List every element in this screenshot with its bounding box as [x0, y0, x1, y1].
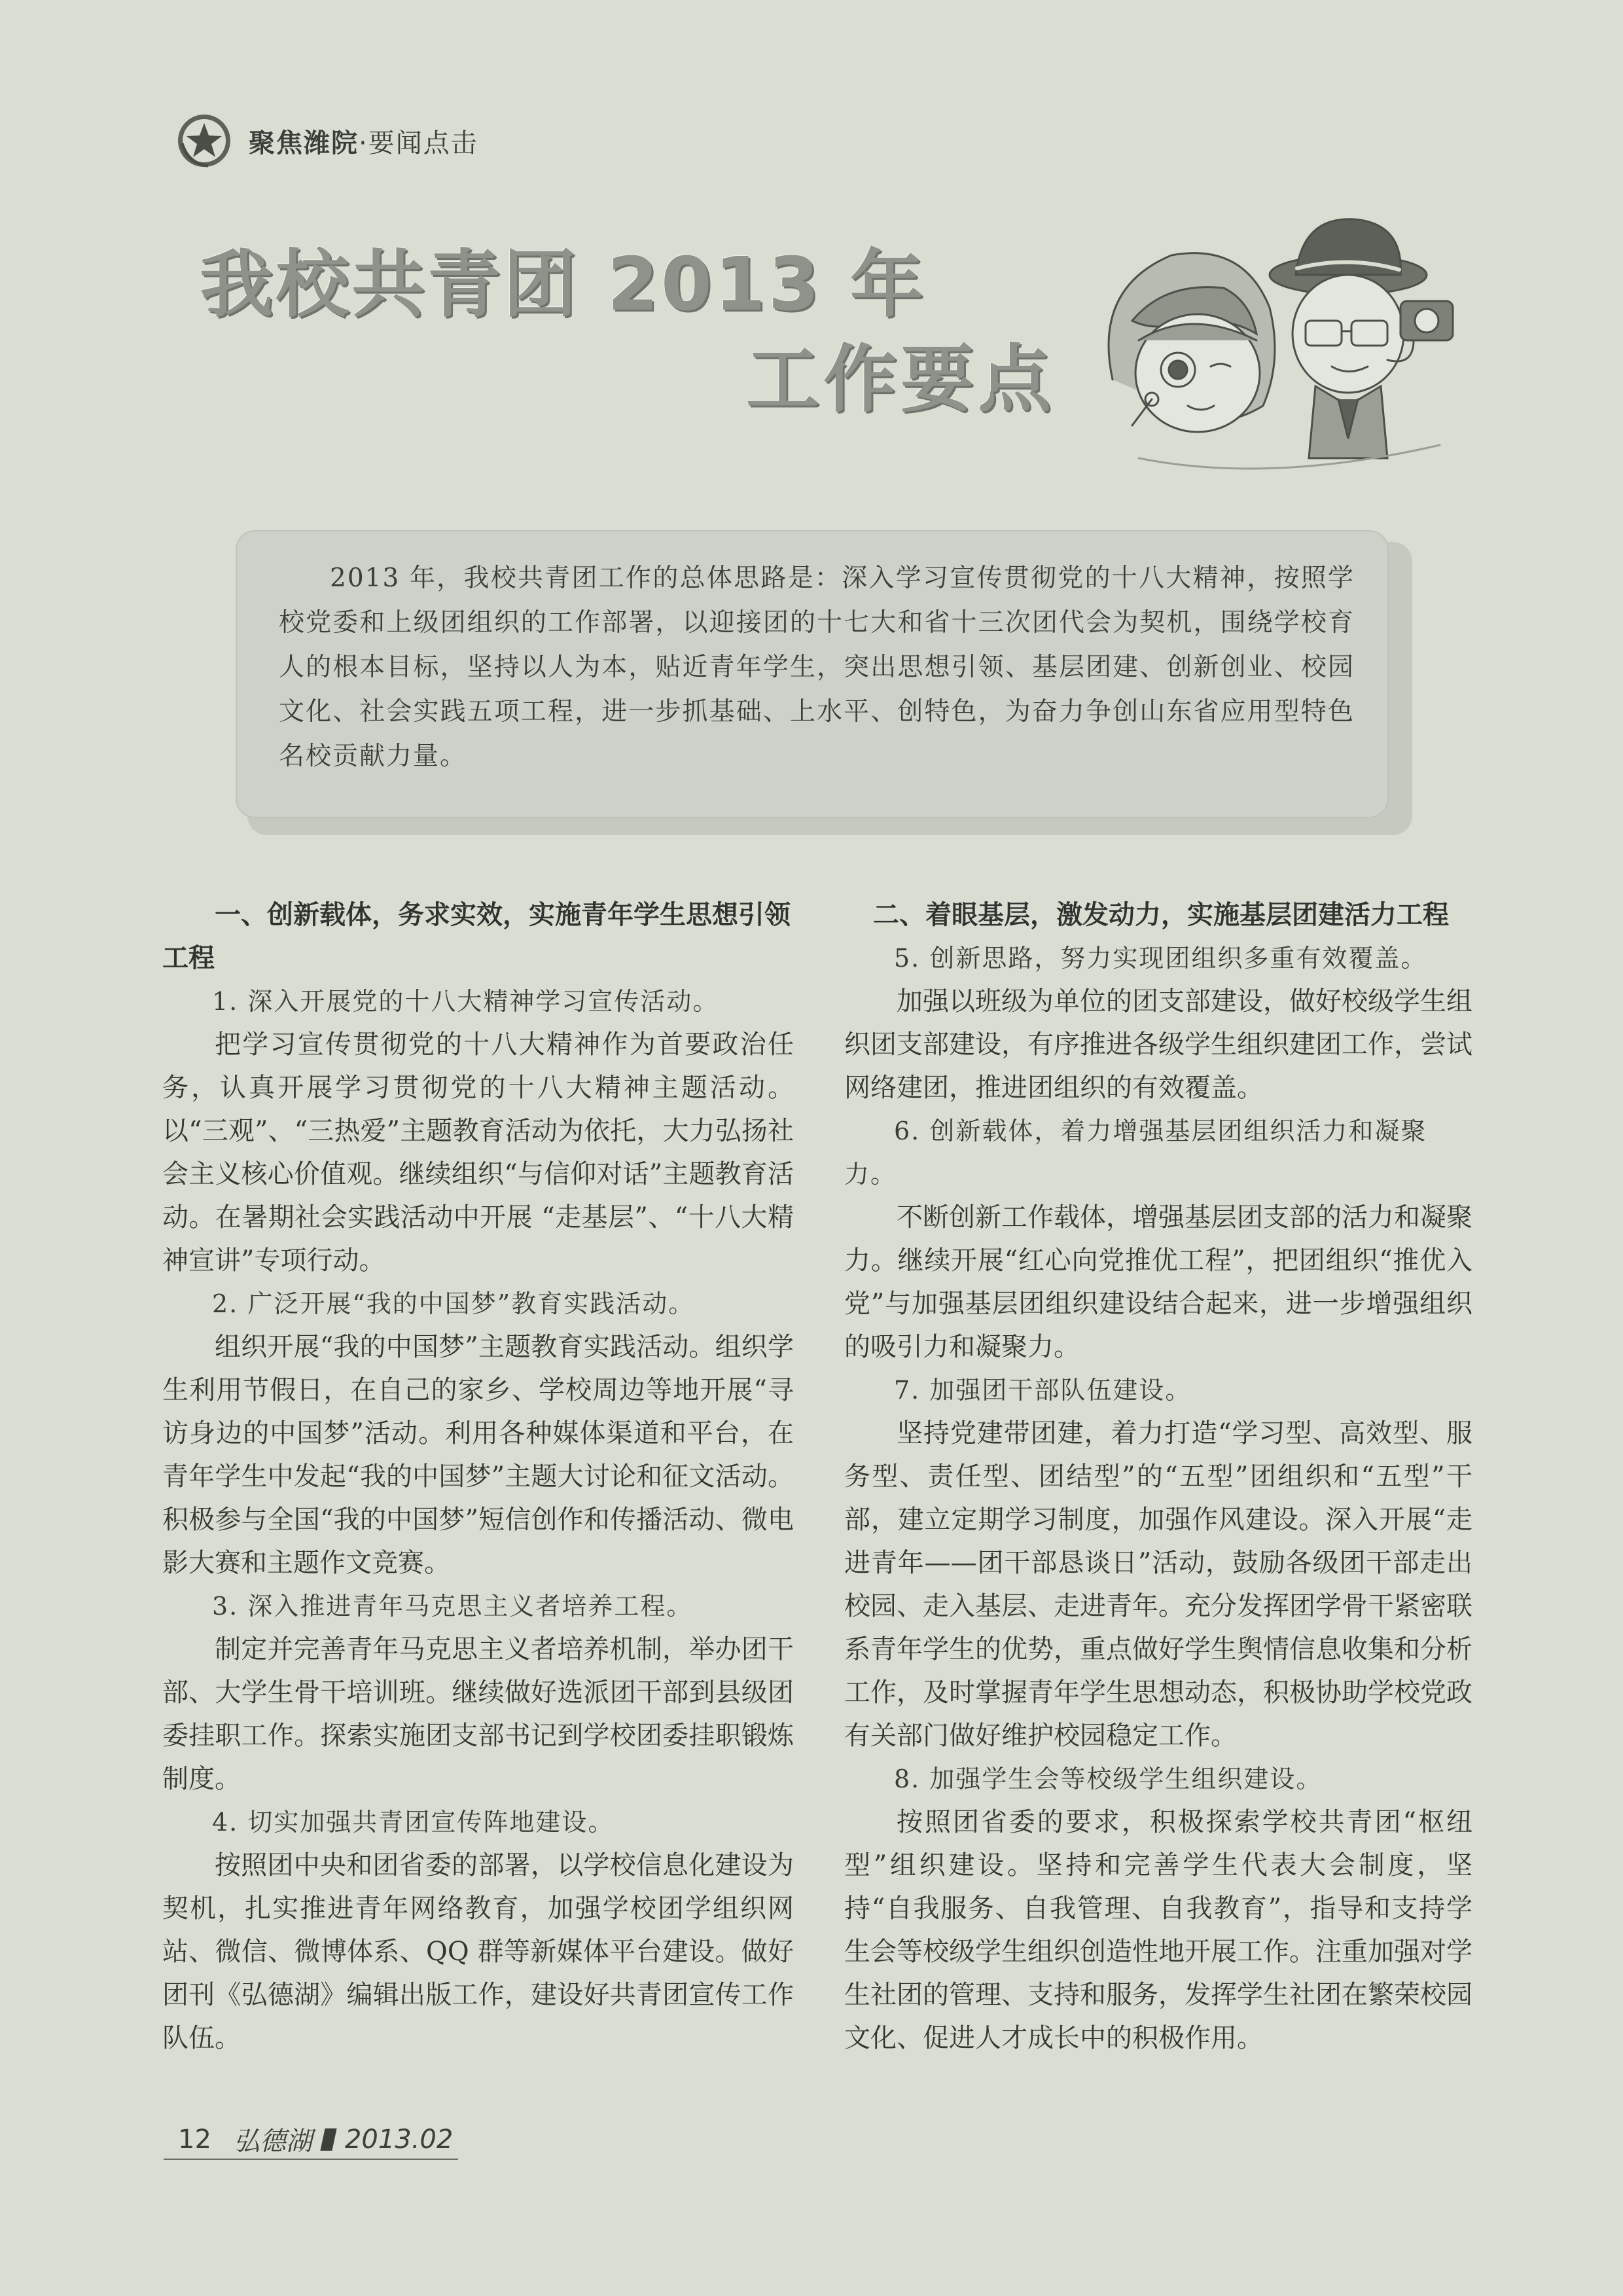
item-title: 8. 加强学生会等校级学生组织建设。	[894, 1765, 1323, 1793]
magazine-name: 弘德湖	[233, 2126, 312, 2157]
item-title: 1. 深入开展党的十八大精神学习宣传活动。	[212, 987, 719, 1016]
item-body: 制定并完善青年马克思主义者培养机制，举办团干部、大学生骨干培训班。继续做好选派团干部到县级团委挂职工作。探索实施团支部书记到学校团委挂职锻炼制度。	[162, 1634, 794, 1794]
article-title-line-1: 我校共青团 2013 年	[200, 242, 926, 327]
page-number: 12	[178, 2124, 211, 2155]
item-title: 4. 切实加强共青团宣传阵地建设。	[212, 1808, 615, 1837]
page-footer	[178, 2121, 453, 2158]
item-body: 不断创新工作载体，增强基层团支部的活力和凝聚力。继续开展“红心向党推优工程”，把团组织“推优入党”与加强基层团组织建设结合起来，进一步增强组织的吸引力和凝聚力。	[844, 1202, 1472, 1362]
section-subname: ·要闻点击	[359, 128, 478, 158]
summary-box	[236, 530, 1389, 818]
section-heading-1: 一、创新载体，务求实效，实施青年学生思想引领工程	[162, 900, 791, 973]
item-body: 按照团中央和团省委的部署，以学校信息化建设为契机，扎实推进青年网络教育，加强学校团学组织网站、微信、微博体系、QQ 群等新媒体平台建设。做好团刊《弘德湖》编辑出版工作，建设好共青团宣传工作队伍。	[162, 1850, 794, 2053]
issue-number: 2013.02	[344, 2124, 454, 2155]
cartoon-couple-illustration	[1073, 209, 1466, 484]
section-heading-2: 二、着眼基层，激发动力，实施基层团建活力工程	[873, 900, 1449, 930]
section-name: 聚焦潍院	[249, 128, 359, 158]
section-header	[175, 111, 478, 170]
item-title: 2. 广泛开展“我的中国梦”教育实践活动。	[212, 1289, 695, 1318]
item-title: 3. 深入推进青年马克思主义者培养工程。	[212, 1592, 693, 1621]
right-column	[844, 893, 1472, 2060]
item-body: 把学习宣传贯彻党的十八大精神作为首要政治任务，认真开展学习贯彻党的十八大精神主题活动。以“三观”、“三热爱”主题教育活动为依托，大力弘扬社会主义核心价值观。继续组织“与信仰对话”主题教育活动。在暑期社会实践活动中开展 “走基层”、“十八大精神宣讲”专项行动。	[162, 1030, 794, 1276]
footer-rule	[164, 2159, 458, 2160]
item-title: 6. 创新载体，着力增强基层团组织活力和凝聚力。	[844, 1117, 1427, 1189]
summary-text: 2013 年，我校共青团工作的总体思路是：深入学习宣传贯彻党的十八大精神，按照学校党委和上级团组织的工作部署，以迎接团的十七大和省十三次团代会为契机，围绕学校育人的根本目标，坚持以人为本，贴近青年学生，突出思想引领、基层团建、创新创业、校园文化、社会实践五项工程，进一步抓基础、上水平、创特色，为奋力争创山东省应用型特色名校贡献力量。	[279, 564, 1355, 771]
item-body: 组织开展“我的中国梦”主题教育实践活动。组织学生利用节假日，在自己的家乡、学校周边等地开展“寻访身边的中国梦”活动。利用各种媒体渠道和平台，在青年学生中发起“我的中国梦”主题大讨论和征文活动。积极参与全国“我的中国梦”短信创作和传播活动、微电影大赛和主题作文竞赛。	[162, 1332, 794, 1578]
article-title-line-2: 工作要点	[746, 337, 1055, 422]
footer-separator	[320, 2128, 336, 2151]
section-tag	[249, 122, 478, 160]
item-title: 7. 加强团干部队伍建设。	[894, 1376, 1192, 1405]
item-body: 加强以班级为单位的团支部建设，做好校级学生组织团支部建设，有序推进各级学生组织建团工作，尝试网络建团，推进团组织的有效覆盖。	[844, 986, 1472, 1103]
left-column	[162, 893, 794, 2060]
item-title: 5. 创新思路，努力实现团组织多重有效覆盖。	[894, 944, 1427, 973]
star-emblem-icon	[175, 112, 233, 170]
item-body: 坚持党建带团建，着力打造“学习型、高效型、服务型、责任型、团结型”的“五型”团组织和“五型”干部，建立定期学习制度，加强作风建设。深入开展“走进青年——团干部恳谈日”活动，鼓励各级团干部走出校园、走入基层、走进青年。充分发挥团学骨干紧密联系青年学生的优势，重点做好学生舆情信息收集和分析工作，及时掌握青年学生思想动态，积极协助学校党政有关部门做好维护校园稳定工作。	[844, 1418, 1472, 1751]
item-body: 按照团省委的要求，积极探索学校共青团“枢纽型”组织建设。坚持和完善学生代表大会制度，坚持“自我服务、自我管理、自我教育”，指导和支持学生会等校级学生组织创造性地开展工作。注重加强对学生社团的管理、支持和服务，发挥学生社团在繁荣校园文化、促进人才成长中的积极作用。	[844, 1807, 1472, 2053]
